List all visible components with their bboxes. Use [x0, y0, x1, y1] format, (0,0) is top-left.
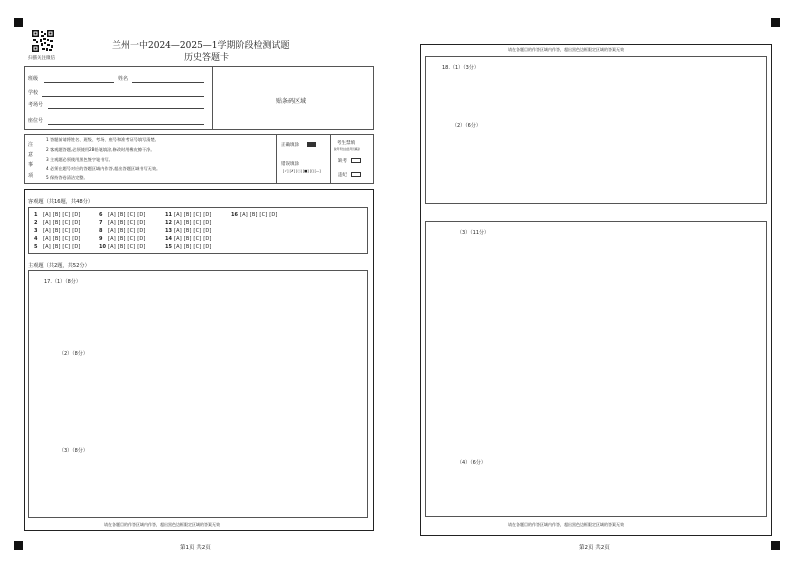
qr-caption: 扫描关注微信: [28, 56, 55, 61]
question-number: 3: [34, 228, 38, 234]
registration-mark: [14, 18, 23, 27]
exam-room-label: 考场号: [28, 102, 44, 108]
question-options: [A] [B] [C] [D]: [174, 244, 212, 250]
question-18-2-label: （2）（6分）: [452, 123, 481, 129]
question-options: [A] [B] [C] [D]: [43, 244, 81, 250]
question-number: 11: [165, 212, 172, 218]
question-number: 15: [165, 244, 172, 250]
question-options: [A] [B] [C] [D]: [108, 212, 146, 218]
question-number: 9: [99, 236, 103, 242]
violation-checkbox[interactable]: [351, 172, 361, 177]
page-number: 第1页 共2页: [180, 545, 211, 551]
question-18-4-label: （4）（6分）: [457, 460, 486, 466]
question-options: [A] [B] [C] [D]: [43, 228, 81, 234]
absent-label: 缺考: [338, 159, 347, 164]
question-row[interactable]: [165, 212, 212, 218]
question-row[interactable]: [99, 244, 146, 250]
barcode-area-label: 贴条码区域: [276, 98, 307, 105]
boundary-warning: 请在各题目的作答区域内作答，超出黑色边框限定区域的答案无效: [104, 522, 220, 527]
question-options: [A] [B] [C] [D]: [108, 228, 146, 234]
question-row[interactable]: [34, 236, 81, 242]
school-label: 学校: [28, 90, 39, 96]
registration-mark: [771, 18, 780, 27]
question-number: 10: [99, 244, 106, 250]
subjective-answer-area[interactable]: [28, 270, 368, 518]
question-options: [A] [B] [C] [D]: [108, 220, 146, 226]
name-label: 姓名: [118, 76, 129, 82]
note-item: 3 主观题必须使用黑色签字笔书写。: [46, 157, 113, 162]
question-row[interactable]: [99, 228, 146, 234]
notes-side-label: 项: [28, 173, 34, 179]
divider: [330, 134, 331, 184]
wrong-fill-label: 错误填涂: [281, 162, 299, 167]
correct-fill-sample: [307, 142, 316, 147]
page-title: 兰州一中2024—2025—1学期阶段检测试题: [112, 41, 290, 51]
seat-label: 座位号: [28, 118, 44, 124]
notes-side-label: 注: [28, 142, 34, 148]
question-number: 6: [99, 212, 103, 218]
question-row[interactable]: [165, 244, 212, 250]
question-row[interactable]: [165, 228, 212, 234]
note-item: 1 答题前请将姓名、班级、考场、座号和准考证号填写清楚。: [46, 137, 159, 142]
note-item: 2 客观题答题,必须使用2B铅笔填涂,修改时用橡皮擦干净。: [46, 147, 155, 152]
student-info-box: [24, 66, 374, 130]
question-row[interactable]: [99, 212, 146, 218]
wrong-fill-examples: [✓] [✗] [○] [■] [/] [—]: [283, 169, 321, 173]
question-row[interactable]: [99, 236, 146, 242]
subjective-heading: 主观题（共2题，共52分）: [28, 263, 90, 269]
question-18-3-label: （3）（11分）: [457, 230, 490, 236]
page-number: 第2页 共2页: [579, 545, 610, 551]
qr-code-icon: [32, 30, 54, 52]
question-row[interactable]: [165, 236, 212, 242]
question-options: [A] [B] [C] [D]: [108, 236, 146, 242]
question-number: 4: [34, 236, 38, 242]
question-18-continued-area[interactable]: [425, 221, 767, 517]
question-number: 1: [34, 212, 38, 218]
question-options: [A] [B] [C] [D]: [108, 244, 146, 250]
class-label: 班级: [28, 76, 39, 82]
status-label: 考生禁填: [337, 141, 355, 146]
note-item: 4 必须在题号对应的答题区域内作答,超出答题区域书写无效。: [46, 166, 161, 171]
question-18-1-label: 18.（1）（3分）: [442, 65, 479, 71]
boundary-warning: 请在各题目的作答区域内作答，超出黑色边框限定区域的答案无效: [508, 522, 624, 527]
question-options: [A] [B] [C] [D]: [43, 236, 81, 242]
question-number: 16: [231, 212, 238, 218]
question-number: 7: [99, 220, 103, 226]
question-number: 14: [165, 236, 172, 242]
question-options: [A] [B] [C] [D]: [43, 220, 81, 226]
question-row[interactable]: [231, 212, 278, 218]
boundary-warning: 请在各题目的作答区域内作答，超出黑色边框限定区域的答案无效: [508, 47, 624, 52]
question-number: 12: [165, 220, 172, 226]
absent-checkbox[interactable]: [351, 158, 361, 163]
divider: [276, 134, 277, 184]
name-field[interactable]: [132, 82, 204, 83]
question-options: [A] [B] [C] [D]: [174, 228, 212, 234]
question-options: [A] [B] [C] [D]: [174, 236, 212, 242]
question-18-answer-area[interactable]: [425, 56, 767, 204]
divider: [212, 66, 213, 130]
violation-label: 违纪: [338, 173, 347, 178]
question-row[interactable]: [34, 228, 81, 234]
class-field[interactable]: [44, 82, 114, 83]
objective-heading: 客观题（共16题，共48分）: [28, 199, 94, 205]
question-17-2-label: （2）（8分）: [59, 351, 88, 357]
seat-field[interactable]: [48, 124, 204, 125]
question-17-1-label: 17.（1）（8分）: [44, 279, 81, 285]
question-options: [A] [B] [C] [D]: [240, 212, 278, 218]
question-number: 2: [34, 220, 38, 226]
question-number: 8: [99, 228, 103, 234]
notes-side-label: 意: [28, 152, 34, 158]
question-options: [A] [B] [C] [D]: [174, 220, 212, 226]
question-row[interactable]: [165, 220, 212, 226]
correct-fill-label: 正确填涂: [281, 143, 299, 148]
question-row[interactable]: [99, 220, 146, 226]
question-17-3-label: （3）（8分）: [59, 448, 88, 454]
question-number: 13: [165, 228, 172, 234]
page-subtitle: 历史答题卡: [184, 53, 230, 63]
question-row[interactable]: [34, 244, 81, 250]
question-row[interactable]: [34, 220, 81, 226]
question-number: 5: [34, 244, 38, 250]
question-options: [A] [B] [C] [D]: [174, 212, 212, 218]
notes-side-label: 事: [28, 162, 34, 168]
question-options: [A] [B] [C] [D]: [43, 212, 81, 218]
registration-mark: [771, 541, 780, 550]
registration-mark: [14, 541, 23, 550]
exam-room-field[interactable]: [48, 108, 204, 109]
school-field[interactable]: [42, 96, 204, 97]
note-item: 5 保持答卷清洁完整。: [46, 175, 88, 180]
status-sub: 缺考考生由监考员填涂: [334, 148, 360, 151]
question-row[interactable]: [34, 212, 81, 218]
